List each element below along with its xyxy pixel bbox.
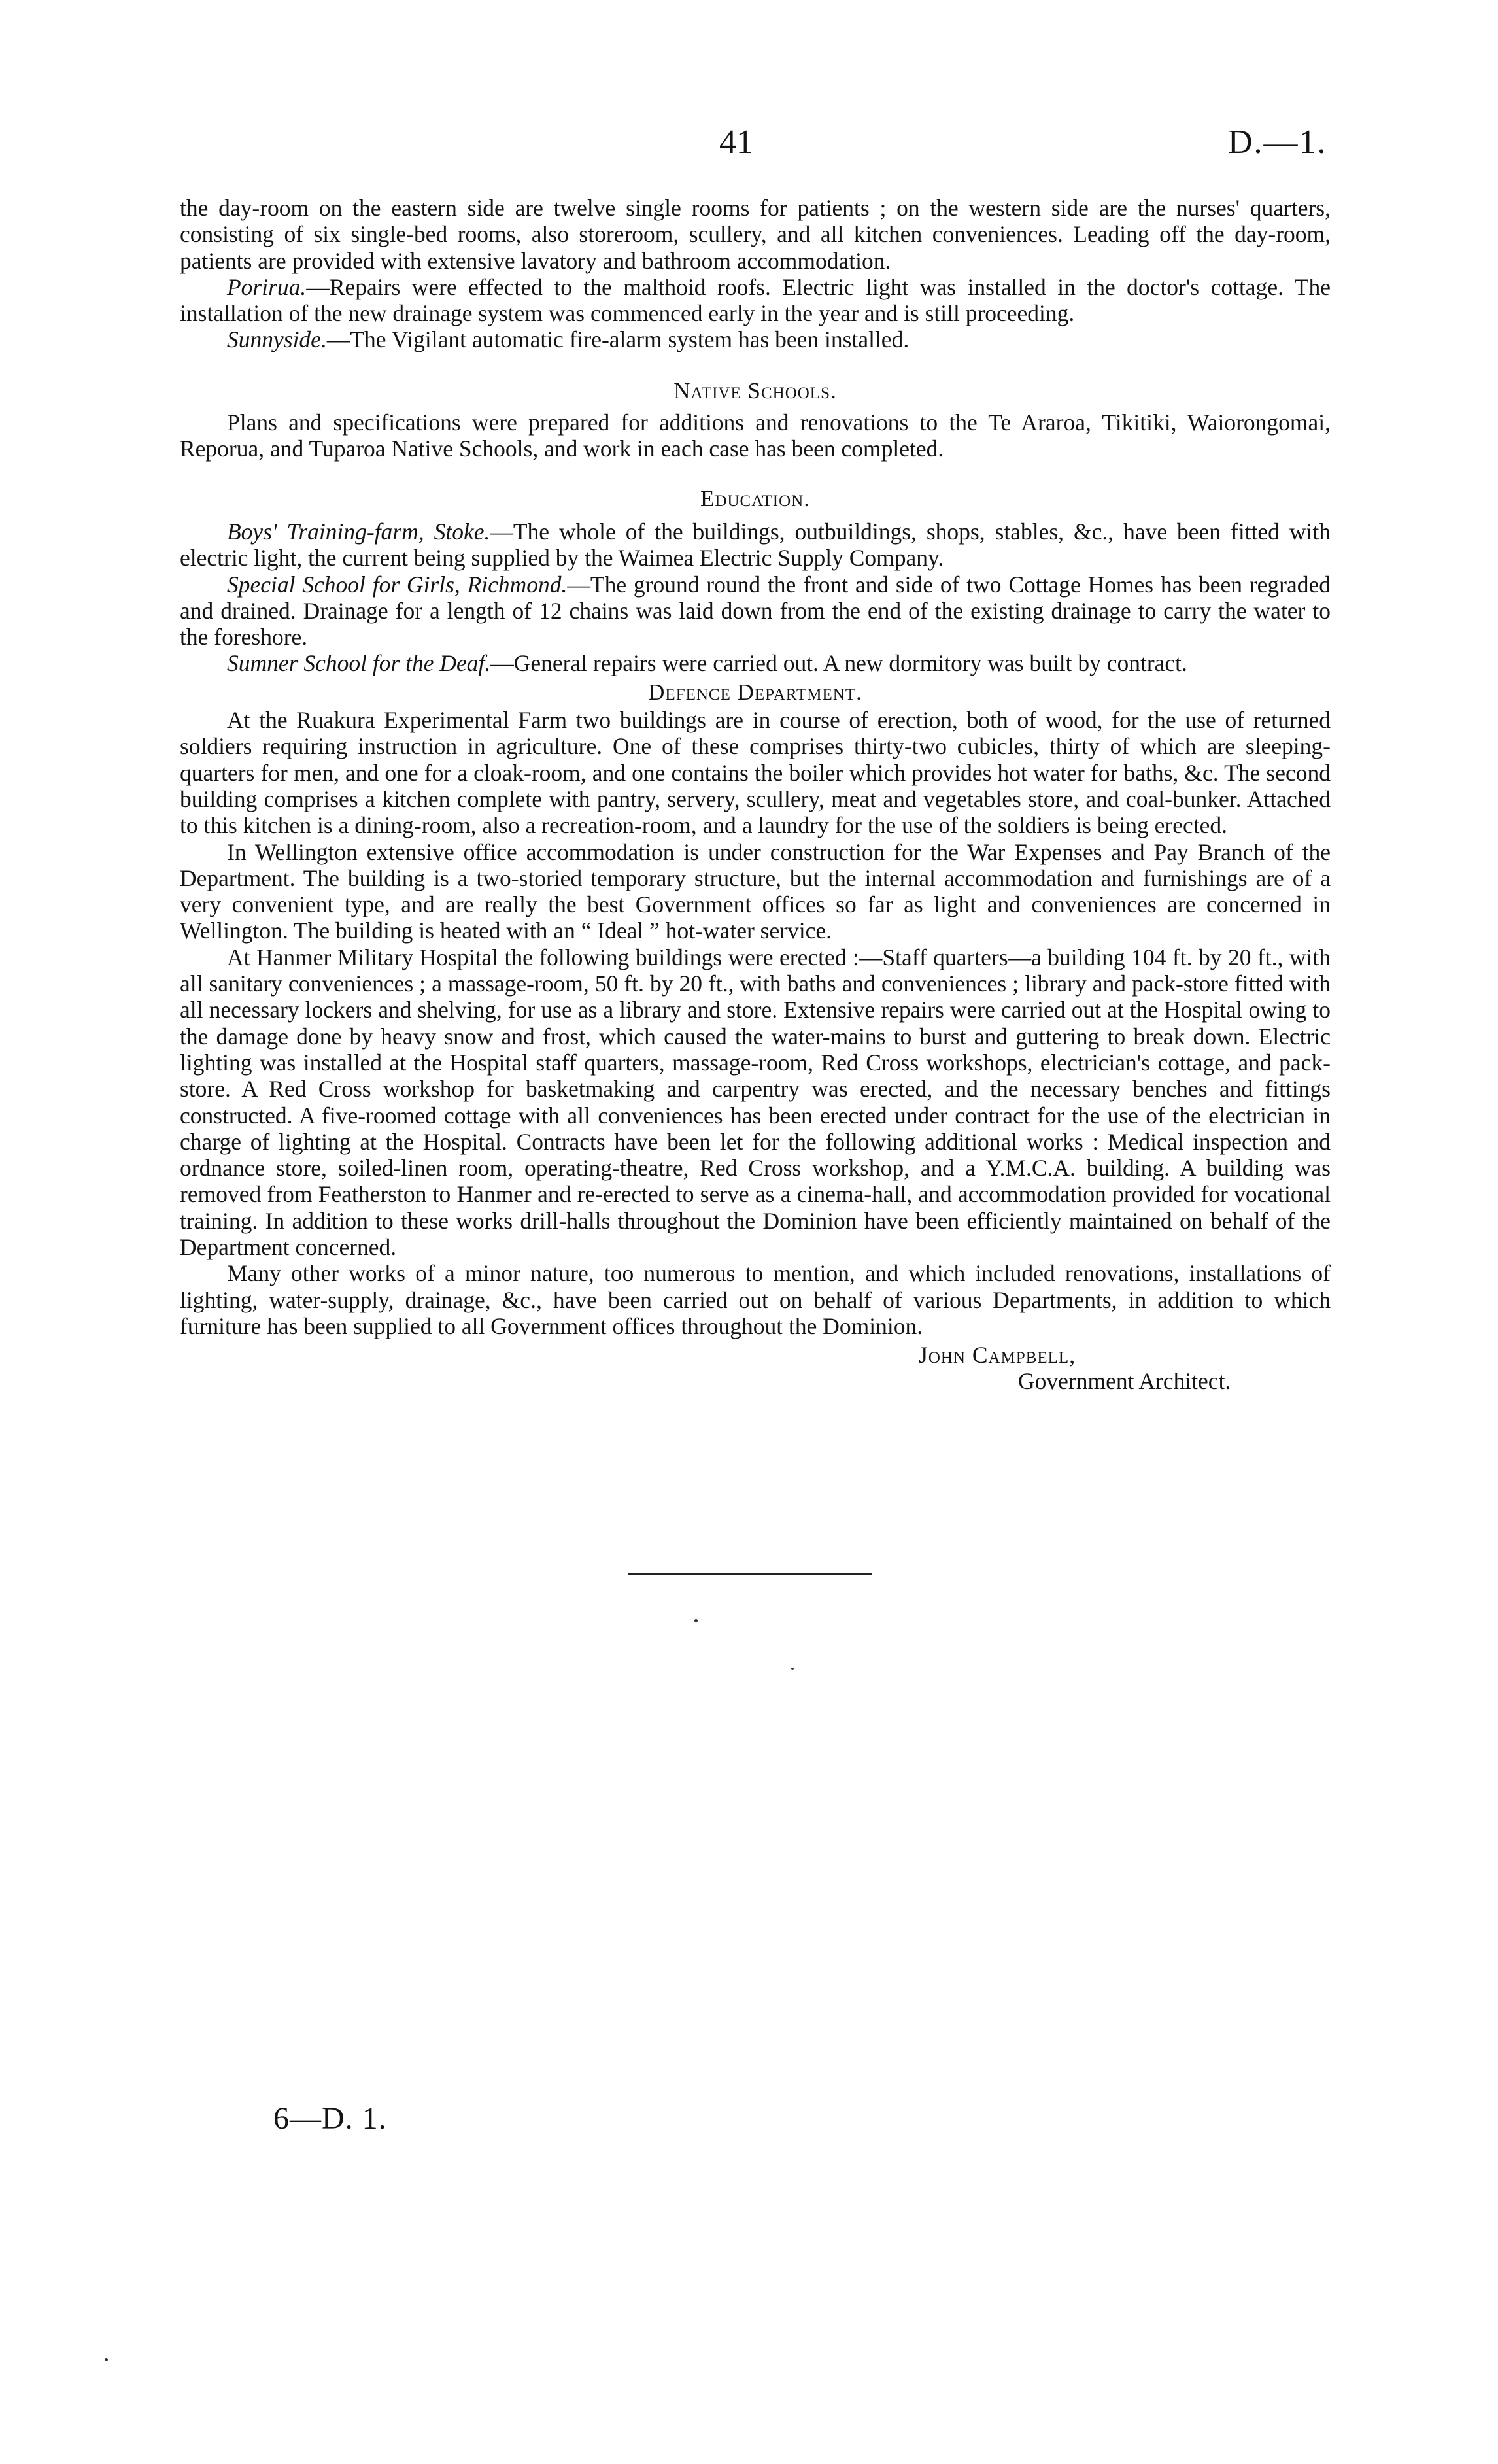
signatory-title: Government Architect.	[1018, 1368, 1231, 1395]
document-reference: D.—1.	[1228, 124, 1327, 161]
girls-school-place: Special School for Girls, Richmond.	[227, 571, 568, 598]
sunnyside-place: Sunnyside.	[227, 326, 327, 353]
report-body	[180, 195, 1331, 1394]
signature-block	[180, 1342, 1331, 1394]
native-schools-paragraph: Plans and specifications were prepared for additions and renovations to the Te Araroa, Tikitiki, Waiorongomai, Reporua, and Tuparoa Native Schools, and work in each case has been completed.	[180, 409, 1331, 462]
sunnyside-text: —The Vigilant automatic fire-alarm system has been installed.	[326, 326, 910, 353]
native-schools-heading: Native Schools.	[673, 377, 837, 403]
boys-training-farm-paragraph	[180, 519, 1331, 572]
porirua-text: —Repairs were effected to the malthoid roofs. Electric light was installed in the doctor's cottage. The installation of the new drainage system was commenced early in the year and is still proceeding.	[180, 273, 1331, 327]
page-number: 41	[719, 124, 753, 161]
defence-department-heading: Defence Department.	[648, 679, 862, 705]
signatory-name: John Campbell,	[919, 1342, 1076, 1369]
deaf-school-paragraph	[180, 650, 1331, 676]
wellington-paragraph: In Wellington extensive office accommodation is under construction for the War Expenses and Pay Branch of the Department. The building is a two-storied temporary structure, but the internal accommodation and furnishings are of a very convenient type, and are really the best Government offices so far as light and conveniences are concerned in Wellington. The building is heated with an “ Ideal ” hot-water service.	[180, 838, 1331, 944]
education-heading: Education.	[700, 485, 810, 511]
boys-training-farm-place: Boys' Training-farm, Stoke.	[227, 518, 490, 545]
continued-paragraph: the day-room on the eastern side are twelve single rooms for patients ; on the western side are the nurses' quarters, consisting of six single-bed rooms, also storeroom, scullery, and all kitchen conveniences. Leading off the day-room, patients are provided with extensive lavatory and bathroom accommodation.	[180, 195, 1331, 274]
deaf-school-place: Sumner School for the Deaf.	[227, 650, 491, 677]
girls-school-text: —The ground round the front and side of two Cottage Homes has been regraded and drained. Drainage for a length of 12 chains was laid down from the end of the existing drainage to carry the water to the foreshore.	[180, 571, 1331, 651]
ruakura-paragraph: At the Ruakura Experimental Farm two buildings are in course of erection, both of wood, for the use of returned soldiers requiring instruction in agriculture. One of these comprises thirty-two cubicles, thirty of which are sleeping-quarters for men, and one for a cloak-room, and one contains the boiler which provides hot water for baths, &c. The second building comprises a kitchen complete with pantry, servery, scullery, meat and vegetables store, and coal-bunker. Attached to this kitchen is a dining-room, also a recreation-room, and a laundry for the use of the soldiers is being erected.	[180, 707, 1331, 839]
closing-rule	[628, 1573, 872, 1575]
boys-training-farm-text: —The whole of the buildings, outbuildings, shops, stables, &c., have been fitted with electric light, the current being supplied by the Waimea Electric Supply Company.	[180, 518, 1331, 572]
footer-signature-mark: 6—D. 1.	[273, 2101, 387, 2136]
sunnyside-paragraph	[180, 326, 1331, 352]
print-speck	[105, 2358, 108, 2361]
hanmer-paragraph: At Hanmer Military Hospital the following buildings were erected :—Staff quarters—a building 104 ft. by 20 ft., with all sanitary conveniences ; a massage-room, 50 ft. by 20 ft., with baths and conveniences ; library and pack-store fitted with all necessary lockers and shelving, for use as a library and store. Extensive repairs were carried out at the Hospital owing to the damage done by heavy snow and frost, which caused the water-mains to burst and guttering to break down. Electric lighting was installed at the Hospital staff quarters, massage-room, Red Cross workshops, electrician's cottage, and pack-store. A Red Cross workshop for basketmaking and carpentry was erected, and the necessary benches and fittings constructed. A five-roomed cottage with all conveniences has been erected under contract for the use of the electrician in charge of lighting at the Hospital. Contracts have been let for the following additional works : Medical inspection and ordnance store, soiled-linen room, operating-theatre, Red Cross workshop, and a Y.M.C.A. building. A building was removed from Featherston to Hanmer and re-erected to serve as a cinema-hall, and accommodation provided for vocational training. In addition to these works drill-halls throughout the Dominion have been efficiently maintained on behalf of the Department concerned.	[180, 944, 1331, 1260]
print-speck	[694, 1619, 698, 1622]
porirua-place: Porirua.	[227, 273, 307, 300]
print-speck	[791, 1668, 794, 1670]
porirua-paragraph	[180, 274, 1331, 327]
girls-school-paragraph	[180, 572, 1331, 651]
deaf-school-text: —General repairs were carried out. A new dormitory was built by contract.	[490, 650, 1187, 677]
minor-works-paragraph: Many other works of a minor nature, too numerous to mention, and which included renovations, installations of lighting, water-supply, drainage, &c., have been carried out on behalf of various Departments, in addition to which furniture has been supplied to all Government offices throughout the Dominion.	[180, 1260, 1331, 1339]
